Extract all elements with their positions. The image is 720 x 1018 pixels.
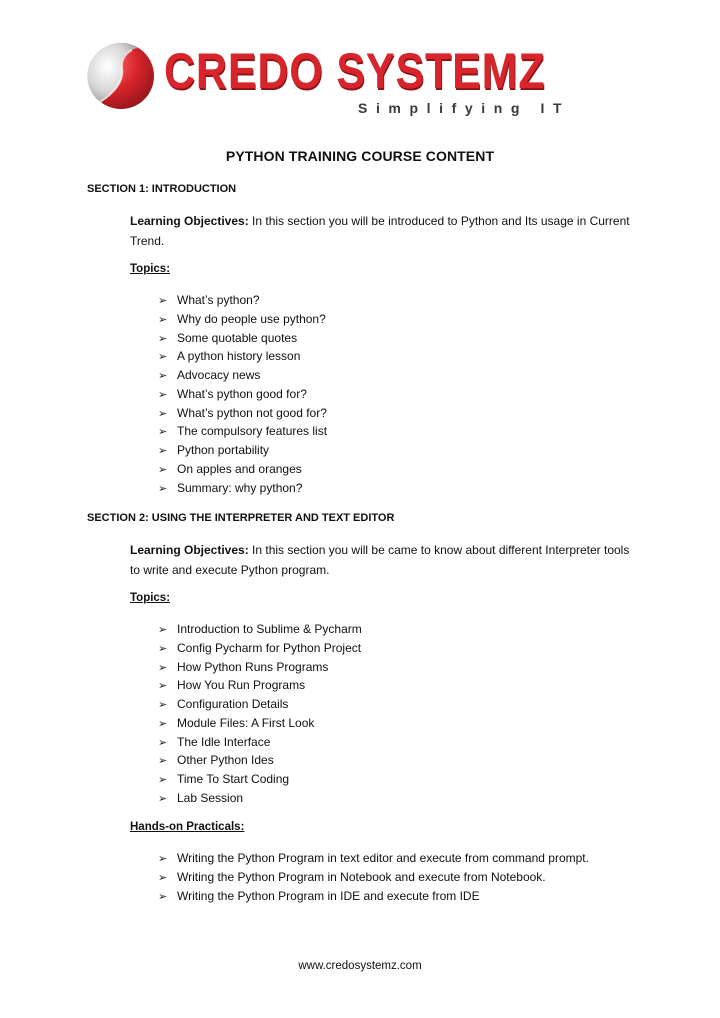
- section-2-objectives: [130, 540, 640, 580]
- footer-website: www.credosystemz.com: [298, 960, 422, 972]
- list-item-label: What’s python not good for?: [177, 405, 327, 420]
- list-item-label: On apples and oranges: [177, 461, 302, 476]
- list-item-label: How Python Runs Programs: [177, 659, 329, 674]
- list-item: [158, 695, 362, 714]
- objectives-label: Learning Objectives:: [130, 214, 249, 228]
- arrowhead-bullet-icon: ➢: [158, 445, 168, 457]
- list-item: [158, 329, 327, 348]
- list-item-label: Module Files: A First Look: [177, 715, 315, 730]
- list-item-label: Other Python Ides: [177, 753, 274, 768]
- list-item-label: Lab Session: [177, 790, 244, 805]
- list-item-label: What’s python?: [177, 293, 260, 307]
- list-item-label: Python portability: [177, 443, 270, 457]
- list-item: [158, 404, 327, 423]
- practicals-list: [158, 849, 589, 905]
- list-item-label: Writing the Python Program in IDE and execute from IDE: [177, 888, 480, 903]
- list-item: [158, 620, 362, 639]
- section-2-topics-label: Topics:: [130, 592, 171, 604]
- arrowhead-bullet-icon: ➢: [158, 426, 168, 439]
- list-item-label: A python history lesson: [177, 349, 301, 364]
- section-1-heading: SECTION 1: INTRODUCTION: [87, 183, 237, 195]
- arrowhead-bullet-icon: ➢: [158, 642, 168, 655]
- list-item: [158, 460, 327, 479]
- arrowhead-bullet-icon: ➢: [158, 699, 168, 711]
- section-2-topics-list: [158, 620, 362, 808]
- list-item: [158, 479, 327, 498]
- list-item-label: Writing the Python Program in text editor and execute from command prompt.: [177, 851, 589, 865]
- list-item: [158, 714, 362, 733]
- arrowhead-bullet-icon: ➢: [158, 774, 168, 786]
- objectives-text: In this section you will be came to know about different Interpreter tools to write and execute Python program.: [130, 543, 630, 577]
- section-1-topics-list: [158, 291, 327, 497]
- section-1-objectives: [130, 211, 640, 251]
- list-item: [158, 676, 362, 695]
- list-item: [158, 385, 327, 404]
- arrowhead-bullet-icon: ➢: [158, 295, 168, 307]
- list-item-label: The Idle Interface: [177, 734, 271, 749]
- list-item-label: Why do people use python?: [177, 311, 326, 326]
- arrowhead-bullet-icon: ➢: [158, 332, 168, 345]
- list-item-label: Summary: why python?: [177, 480, 303, 495]
- arrowhead-bullet-icon: ➢: [158, 755, 168, 768]
- list-item-label: What’s python good for?: [177, 386, 307, 401]
- arrowhead-bullet-icon: ➢: [158, 890, 168, 903]
- arrowhead-bullet-icon: ➢: [158, 370, 168, 382]
- list-item-label: Writing the Python Program in Notebook and execute from Notebook.: [177, 869, 546, 884]
- list-item: [158, 733, 362, 752]
- credo-swirl-logo-icon: [86, 40, 156, 110]
- list-item: [158, 849, 589, 868]
- arrowhead-bullet-icon: ➢: [158, 792, 168, 805]
- arrowhead-bullet-icon: ➢: [158, 463, 168, 476]
- logo-tagline: Simplifying IT: [358, 100, 571, 116]
- section-2-heading: SECTION 2: USING THE INTERPRETER AND TEXT EDITOR: [87, 512, 395, 524]
- arrowhead-bullet-icon: ➢: [158, 624, 168, 636]
- list-item: [158, 291, 327, 310]
- arrowhead-bullet-icon: ➢: [158, 871, 168, 884]
- arrowhead-bullet-icon: ➢: [158, 482, 168, 495]
- arrowhead-bullet-icon: ➢: [158, 407, 168, 420]
- list-item: [158, 366, 327, 385]
- arrowhead-bullet-icon: ➢: [158, 313, 168, 326]
- section-1-topics-label: Topics:: [130, 263, 171, 275]
- arrowhead-bullet-icon: ➢: [158, 388, 168, 401]
- list-item: [158, 887, 589, 906]
- arrowhead-bullet-icon: ➢: [158, 680, 168, 693]
- arrowhead-bullet-icon: ➢: [158, 661, 168, 674]
- list-item-label: Introduction to Sublime & Pycharm: [177, 622, 362, 636]
- arrowhead-bullet-icon: ➢: [158, 736, 168, 749]
- list-item: [158, 310, 327, 329]
- page-title: PYTHON TRAINING COURSE CONTENT: [225, 148, 495, 164]
- arrowhead-bullet-icon: ➢: [158, 351, 168, 364]
- list-item: [158, 639, 362, 658]
- logo-brand-text: CREDO SYSTEMZ: [164, 43, 546, 99]
- list-item-label: Some quotable quotes: [177, 330, 298, 345]
- list-item: [158, 770, 362, 789]
- list-item: [158, 441, 327, 460]
- list-item-label: Advocacy news: [177, 368, 261, 382]
- objectives-text: In this section you will be introduced to Python and Its usage in Current Trend.: [130, 214, 630, 248]
- arrowhead-bullet-icon: ➢: [158, 717, 168, 730]
- list-item-label: The compulsory features list: [177, 424, 328, 439]
- arrowhead-bullet-icon: ➢: [158, 853, 168, 865]
- list-item: [158, 751, 362, 770]
- list-item-label: Time To Start Coding: [177, 772, 290, 786]
- list-item-label: Config Pycharm for Python Project: [177, 640, 362, 655]
- list-item: [158, 347, 327, 366]
- company-logo: [86, 40, 571, 120]
- list-item-label: Configuration Details: [177, 697, 289, 711]
- list-item: [158, 868, 589, 887]
- list-item-label: How You Run Programs: [177, 678, 306, 693]
- hands-on-practicals-label: Hands-on Practicals:: [130, 821, 245, 833]
- list-item: [158, 422, 327, 441]
- list-item: [158, 789, 362, 808]
- list-item: [158, 658, 362, 677]
- objectives-label: Learning Objectives:: [130, 543, 249, 557]
